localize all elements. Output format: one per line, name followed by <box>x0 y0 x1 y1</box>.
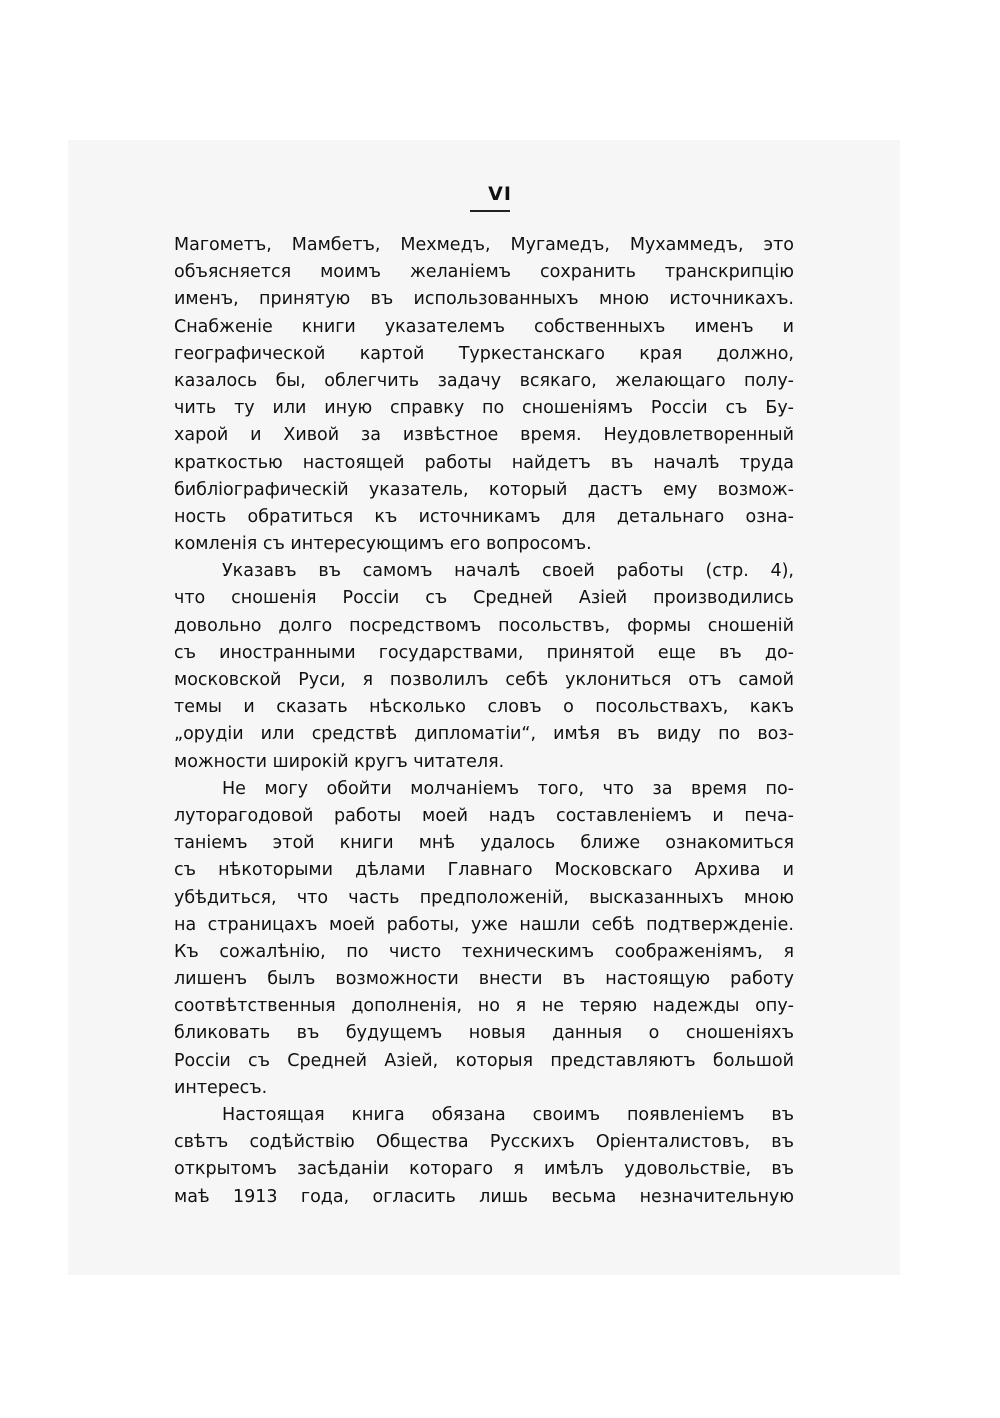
text-block <box>174 232 794 1211</box>
page-number: VI <box>488 183 512 205</box>
text-line: что сношенія Россіи съ Средней Азіей производились <box>174 588 794 609</box>
text-line: бликовать въ будущемъ новыя данныя о сношеніяхъ <box>174 1023 794 1044</box>
paragraph-2 <box>174 558 794 776</box>
text-line: таніемъ этой книги мнѣ удалось ближе ознакомиться <box>174 833 794 854</box>
text-line: на страницахъ моей работы, уже нашли себѣ подтвержденіе. <box>174 914 794 935</box>
text-line: Указавъ въ самомъ началѣ своей работы (стр. 4), <box>222 561 794 582</box>
text-line: географической картой Туркестанскаго края должно, <box>174 343 794 364</box>
text-line: объясняется моимъ желаніемъ сохранить транскрипцію <box>174 262 794 283</box>
text-line: открытомъ засѣданіи котораго я имѣлъ удовольствіе, въ <box>174 1159 794 1180</box>
text-line: ность обратиться къ источникамъ для детальнаго озна- <box>174 506 794 527</box>
paragraph-1 <box>174 232 794 558</box>
text-line: можности широкій кругъ читателя. <box>174 751 505 772</box>
text-line: Магометъ, Мамбетъ, Мехмедъ, Мугамедъ, Мухаммедъ, это <box>174 235 794 255</box>
text-line: соотвѣтственныя дополненія, но я не теряю надежды опу- <box>174 996 794 1017</box>
text-line: казалось бы, облегчить задачу всякаго, желающаго полу- <box>174 370 794 391</box>
text-line: съ иностранными государствами, принятой еще въ до- <box>174 642 794 663</box>
paragraph-4 <box>174 1102 794 1211</box>
text-line: интересъ. <box>174 1077 268 1098</box>
text-line: Снабженіе книги указателемъ собственныхъ именъ и <box>174 316 794 337</box>
text-line: именъ, принятую въ использованныхъ мною источникахъ. <box>174 289 794 310</box>
text-line: довольно долго посредствомъ посольствъ, формы сношеній <box>174 615 794 636</box>
text-line: Россіи съ Средней Азіей, которыя представляютъ большой <box>174 1050 794 1071</box>
text-line: темы и сказать нѣсколько словъ о посольствахъ, какъ <box>174 697 794 718</box>
text-line: Не могу обойти молчаніемъ того, что за время по- <box>222 778 794 799</box>
text-line: луторагодовой работы моей надъ составленіемъ и печа- <box>174 805 794 826</box>
text-line: съ нѣкоторыми дѣлами Главнаго Московскаго Архива и <box>174 860 794 881</box>
text-line: „орудіи или средствѣ дипломатіи“, имѣя въ виду по воз- <box>174 724 794 745</box>
paragraph-3 <box>174 776 794 1102</box>
text-line: чить ту или иную справку по сношеніямъ Россіи съ Бу- <box>174 398 794 419</box>
text-line: библіографическій указатель, который дастъ ему возмож- <box>174 479 794 500</box>
text-line: свѣтъ содѣйствію Общества Русскихъ Оріенталистовъ, въ <box>174 1132 794 1153</box>
text-line: харой и Хивой за извѣстное время. Неудовлетворенный <box>174 425 794 446</box>
text-line: комленія съ интересующимъ его вопросомъ. <box>174 534 592 555</box>
text-line: Къ сожалѣнію, по чисто техническимъ соображеніямъ, я <box>174 941 794 962</box>
text-line: лишенъ былъ возможности внести въ настоящую работу <box>174 969 794 990</box>
text-line: краткостью настоящей работы найдетъ въ началѣ труда <box>174 452 794 473</box>
text-line: Настоящая книга обязана своимъ появленіемъ въ <box>222 1105 794 1125</box>
text-line: московской Руси, я позволилъ себѣ уклониться отъ самой <box>174 670 794 690</box>
text-line: убѣдиться, что часть предположеній, высказанныхъ мною <box>174 887 794 908</box>
page-number-underline <box>470 210 510 212</box>
text-line: маѣ 1913 года, огласить лишь весьма незначительную <box>174 1186 794 1207</box>
